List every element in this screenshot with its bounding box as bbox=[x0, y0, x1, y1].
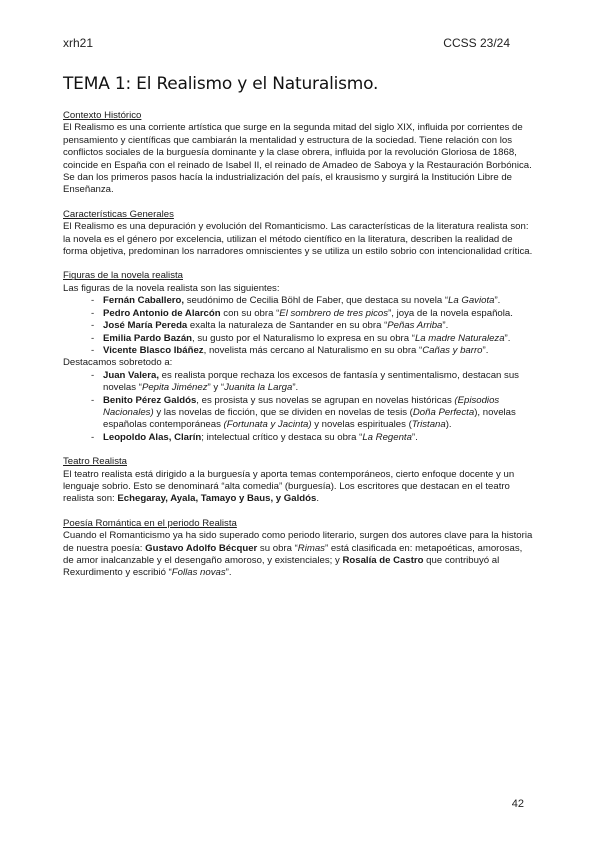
page-number: 42 bbox=[511, 798, 524, 810]
document-body bbox=[63, 110, 533, 592]
list-item: - Benito Pérez Galdós, es prosista y sus novelas se agrupan en novelas históricas (Episodios Nacionales) y las novelas de ficción, que se dividen en novelas de tesis (Doña Perfecta), novelas españolas contemporáneas (Fortunata y Jacinta) y novelas espirituales (Tristana). bbox=[91, 395, 533, 432]
header-left: xrh21 bbox=[63, 36, 94, 50]
paragraph-teatro: El teatro realista está dirigido a la burguesía y aporta temas contemporáneos, cierto enfoque docente y un lenguaje sobrio. Esto se denominará “alta comedia” (burguesía). Los escritores que destacan en el teatro realista son: Echegaray, Ayala, Tamayo y Baus, y Galdós. bbox=[63, 468, 515, 505]
header-right: CCSS 23/24 bbox=[443, 36, 510, 50]
paragraph-contexto: El Realismo es una corriente artística que surge en la segunda mitad del siglo XIX, influida por corrientes de pensamiento y científicas que cambiarán la mentalidad y estructura de la sociedad. Tiene relación con los conflictos sociales de la burguesía dominante y la clase obrera, influida por la revolución Gloriosa de 1868, coincide en España con el reinado de Isabel II, el reinado de Amadeo de Saboya y la Restauración Borbónica. Se dan los primeros pasos hacía la industrialización del país, el krausismo y surgirá la Institución Libre de Enseñanza. bbox=[63, 122, 532, 196]
section-contexto bbox=[63, 110, 533, 197]
figuras-list-destacados bbox=[63, 370, 533, 444]
section-heading-teatro: Teatro Realista bbox=[63, 456, 127, 468]
section-caracteristicas bbox=[63, 209, 533, 259]
section-heading-contexto: Contexto Histórico bbox=[63, 110, 142, 121]
paragraph-poesia: Cuando el Romanticismo ya ha sido superado como periodo literario, surgen dos autores clave para la historia de nuestra poesía: Gustavo Adolfo Bécquer su obra “Rimas” está clasificada en: metapoéticas, amorosas, de amor inalcanzable y el desengaño amoroso, y existenciales; y Rosalía de Castro que contribuyó al Rexurdimento y escribió “Follas novas”. bbox=[63, 530, 533, 579]
figuras-list bbox=[63, 295, 533, 357]
list-item: - Fernán Caballero, seudónimo de Cecilia Böhl de Faber, que destaca su novela “La Gaviota”. bbox=[91, 295, 533, 307]
list-item: - Emilia Pardo Bazán, su gusto por el Naturalismo lo expresa en su obra “La madre Naturaleza”. bbox=[91, 333, 533, 345]
section-heading-poesia: Poesía Romántica en el periodo Realista bbox=[63, 517, 237, 529]
list-item: - Juan Valera, es realista porque rechaza los excesos de fantasía y sentimentalismo, destacan sus novelas “Pepita Jiménez” y “Juanita la Larga”. bbox=[91, 370, 533, 395]
page-title: TEMA 1: El Realismo y el Naturalismo. bbox=[63, 74, 379, 94]
list-item: - Pedro Antonio de Alarcón con su obra “El sombrero de tres picos”, joya de la novela española. bbox=[91, 308, 533, 320]
list-item: - Leopoldo Alas, Clarín; intelectual crítico y destaca su obra “La Regenta”. bbox=[91, 432, 533, 444]
section-figuras bbox=[63, 270, 533, 444]
figuras-intro-2: Destacamos sobretodo a: bbox=[63, 357, 173, 369]
section-teatro bbox=[63, 456, 533, 506]
figuras-intro: Las figuras de la novela realista son las siguientes: bbox=[63, 282, 280, 294]
section-poesia bbox=[63, 518, 533, 580]
list-item: - José María Pereda exalta la naturaleza de Santander en su obra “Peñas Arriba”. bbox=[91, 320, 533, 332]
section-heading-figuras: Figuras de la novela realista bbox=[63, 270, 183, 282]
section-heading-caracteristicas: Características Generales bbox=[63, 208, 174, 220]
paragraph-caracteristicas: El Realismo es una depuración y evolución del Romanticismo. Las características de la literatura realista son: la novela es el género por excelencia, utilizan el método científico en la literatura, describen la realidad de forma objetiva, predominan los narradores omniscientes y se utiliza un estilo sobrio con intencionalidad crítica. bbox=[63, 221, 533, 258]
list-item: - Vicente Blasco Ibáñez, novelista más cercano al Naturalismo en su obra “Cañas y barro”. bbox=[91, 345, 533, 357]
